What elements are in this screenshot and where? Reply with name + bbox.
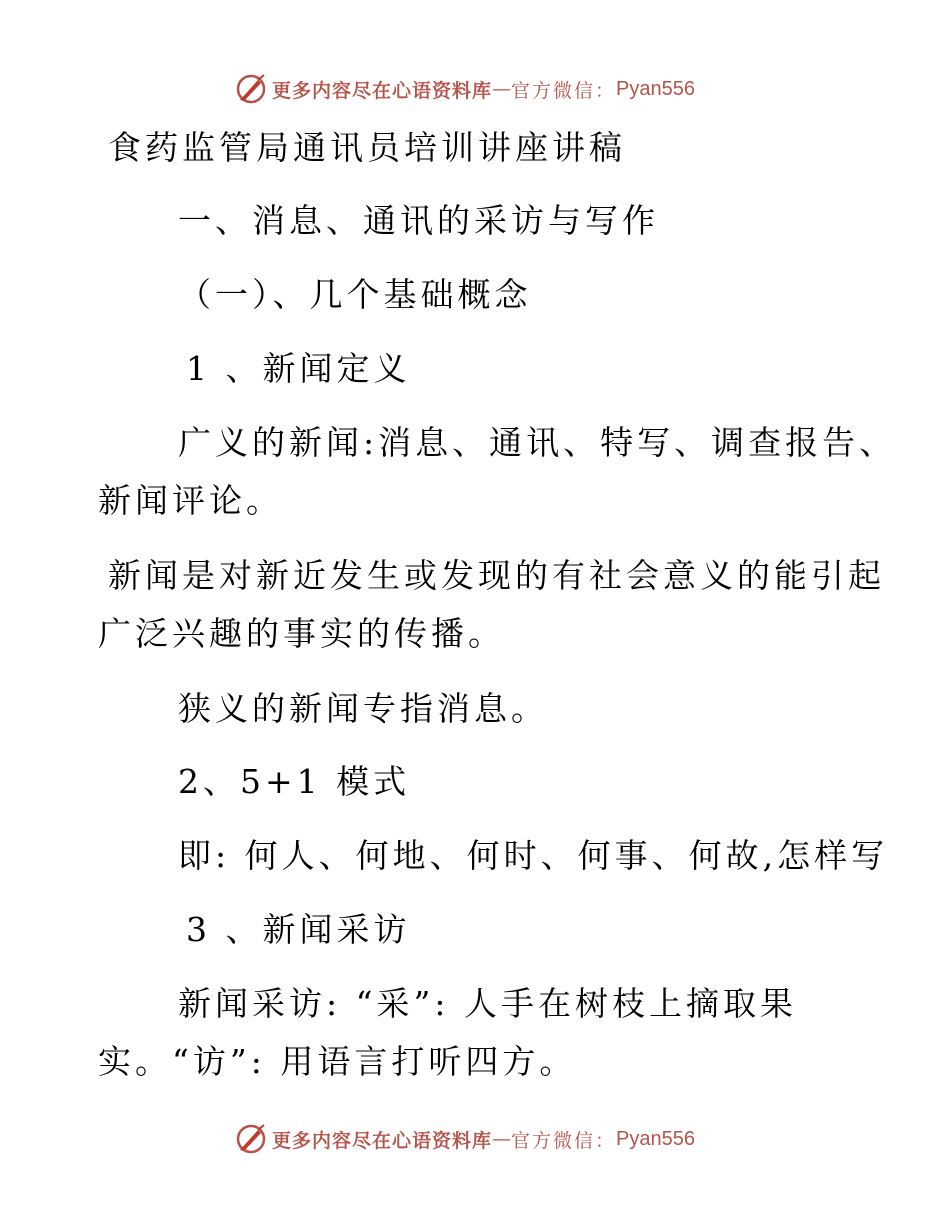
watermark-wechat-label: 官方微信： [511,79,617,102]
quill-logo-icon [234,72,268,106]
watermark-dash: — [492,78,512,100]
watermark-wechat-label: 官方微信： [511,1129,617,1152]
paragraph-2-line-1: 新闻是对新近发生或发现的有社会意义的能引起 [108,556,885,595]
paragraph-5-line-2: 实。“访”: 用语言打听四方。 [98,1042,577,1081]
item-heading-2: 2、5+1 模式 [178,762,411,801]
quill-logo-icon [234,1122,268,1156]
footer-watermark [234,1122,695,1156]
paragraph-2-line-2: 广泛兴趣的事实的传播。 [98,614,505,653]
paragraph-1-line-1: 广义的新闻:消息、通讯、特写、调查报告、 [178,423,897,462]
item-heading-3: 3 、新闻采访 [186,910,411,949]
paragraph-3: 狭义的新闻专指消息。 [178,689,548,728]
paragraph-1-line-2: 新闻评论。 [98,481,283,520]
watermark-main-text: 更多内容尽在心语资料库 [272,79,493,102]
watermark-wechat-id: Pyan556 [616,77,695,100]
section-heading: 一、消息、通讯的采访与写作 [178,201,659,240]
paragraph-4: 即: 何人、何地、何时、何事、何故,怎样写 [178,836,889,875]
watermark-wechat-id: Pyan556 [616,1127,695,1150]
document-title: 食药监管局通讯员培训讲座讲稿 [108,128,626,167]
paragraph-5-line-1: 新闻采访: “采”: 人手在树枝上摘取果 [178,984,797,1023]
subsection-heading: （一）、几个基础概念 [178,275,532,314]
watermark-dash: — [492,1128,512,1150]
header-watermark [234,72,695,106]
item-heading-1: 1 、新闻定义 [186,349,411,388]
watermark-main-text: 更多内容尽在心语资料库 [272,1129,493,1152]
